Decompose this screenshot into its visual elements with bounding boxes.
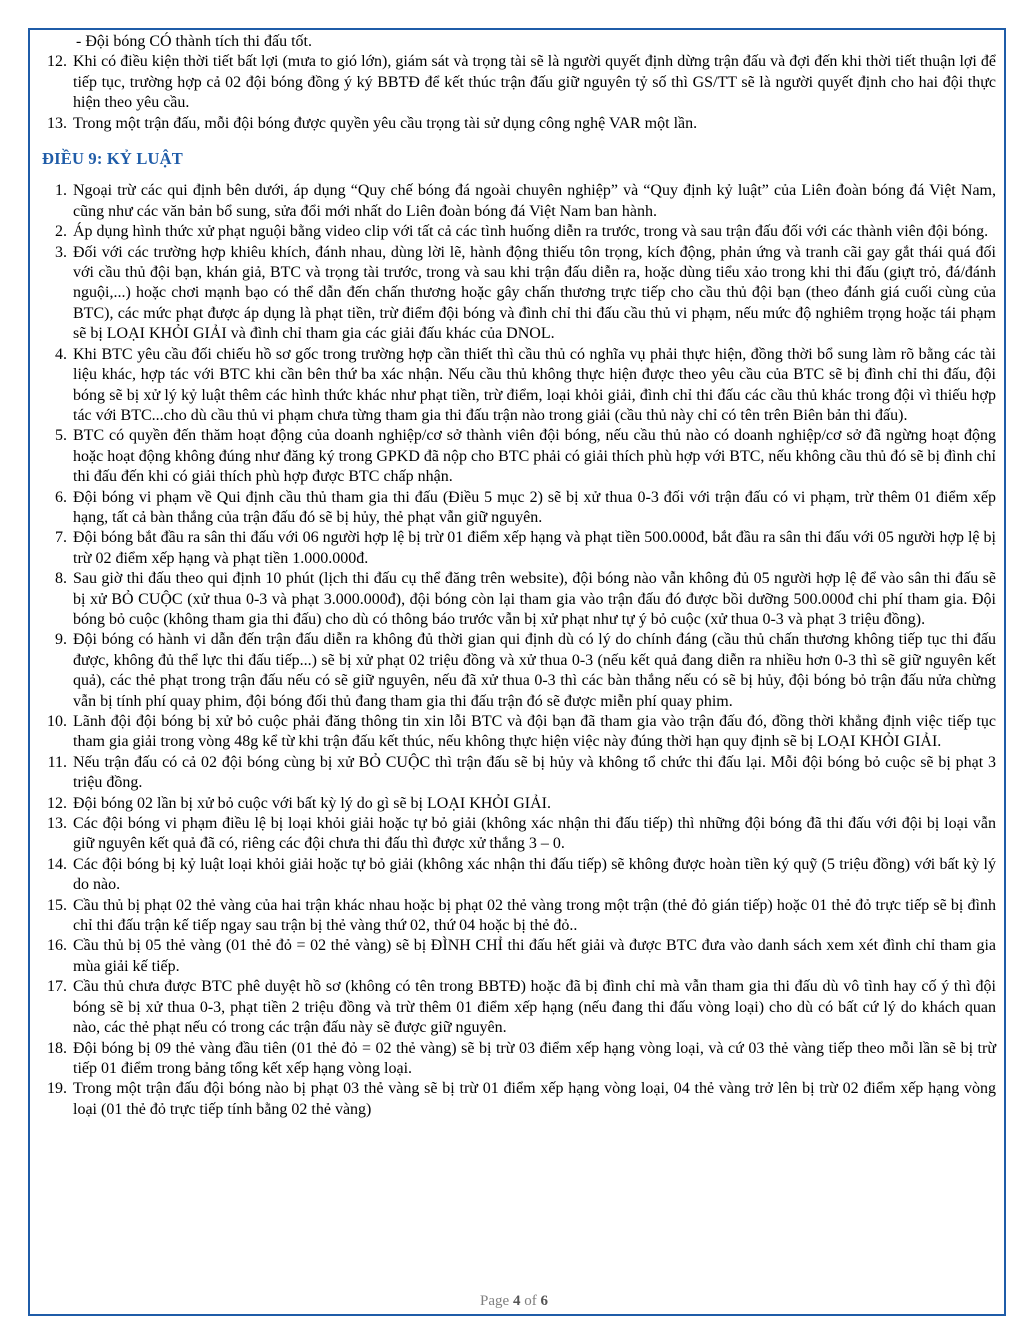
list-item-text: Đội bóng bắt đầu ra sân thi đấu với 06 người hợp lệ bị trừ 01 điểm xếp hạng và phạt tiền 500.000đ, bắt đầu ra sân thi đấu với 05 người hợp lệ bị trừ 02 điểm xếp hạng và phạt tiền 1.000.000đ. — [73, 529, 996, 567]
section-heading: ĐIỀU 9: KỶ LUẬT — [42, 149, 183, 169]
list-item-number: 17. — [47, 978, 67, 996]
list-item-number: 6. — [55, 488, 67, 506]
list-item — [38, 222, 996, 242]
list-item-number: 19. — [47, 1080, 67, 1098]
list-item-text: Nếu trận đấu có cả 02 đội bóng cùng bị xử BỎ CUỘC thì trận đấu sẽ bị hủy và không tổ chức thi đấu lại. Mỗi đội bóng bỏ cuộc sẽ bị phạt 3 triệu đồng. — [73, 753, 996, 792]
list-item-text: BTC có quyền đến thăm hoạt động của doanh nghiệp/cơ sở thành viên đội bóng, nếu cầu thủ nào có doanh nghiệp/cơ sở đã ngừng hoạt động hoặc hoạt động không đúng như đăng ký trong GPKD đã nộp cho BTC phải có giải thích phù hợp với BTC, nếu không cầu thủ đó sẽ bị đình chỉ thi đấu đến khi có giải thích phù hợp được BTC chấp nhận. — [73, 427, 996, 486]
list-item-number: 13. — [47, 114, 67, 132]
pre-item-list — [38, 52, 996, 134]
list-item-text: Đội bóng vi phạm về Qui định cầu thủ tham gia thi đấu (Điều 5 mục 2) sẽ bị xử thua 0-3 đối với trận đấu có vi phạm, trừ thêm 01 điểm xếp hạng, tất cả bàn thắng của trận đấu đó sẽ bị hủy, thẻ phạt vẫn giữ nguyên. — [73, 488, 996, 526]
list-item-text: Ngoại trừ các qui định bên dưới, áp dụng “Quy chế bóng đá ngoài chuyên nghiệp” và “Quy định kỷ luật” của Liên đoàn bóng đá Việt Nam, cũng như các văn bản bổ sung, sửa đổi mới nhất do Liên đoàn bóng đá Việt Nam ban hành. — [73, 182, 996, 220]
list-item-number: 16. — [47, 937, 67, 955]
list-item — [38, 528, 996, 569]
page-footer — [0, 1293, 1028, 1310]
list-item-text: Khi BTC yêu cầu đối chiếu hồ sơ gốc trong trường hợp cần thiết thì cầu thủ có nghĩa vụ phải thực hiện, đồng thời bổ sung làm rõ bằng các tài liệu khác, hợp tác với BTC khi cần bên thứ ba xác nhận. Nếu cầu thủ không thực hiện được theo yêu cầu của BTC sẽ bị đình chỉ thi đấu, đội bóng sẽ bị xử lý kỷ luật thêm các hình thức khác như phạt tiền, trừ điểm, loại khỏi giải, đình chỉ thi đấu các cầu thủ khác trong đội vì thiếu hợp tác với BTC...cho dù cầu thủ vi phạm chưa từng tham gia thi đấu trận nào trong giải (cầu thủ này chỉ có tên trên Biên bản thi đấu). — [73, 345, 996, 424]
list-item — [38, 569, 996, 630]
list-item-number: 5. — [55, 427, 67, 445]
list-item-number: 13. — [47, 815, 67, 833]
list-item — [38, 52, 996, 113]
list-item-number: 10. — [47, 713, 67, 730]
list-item — [38, 243, 996, 345]
list-item-text: Trong một trận đấu đội bóng nào bị phạt 03 thẻ vàng sẽ bị trừ 01 điểm xếp hạng vòng loại, 04 thẻ vàng trở lên bị trừ 02 điểm xếp hạng vòng loại (01 thẻ đỏ trực tiếp tính bằng 02 thẻ vàng) — [73, 1080, 996, 1118]
list-item — [38, 712, 996, 753]
list-item-text: Áp dụng hình thức xử phạt nguội bằng video clip với tất cả các tình huống diễn ra trước, trong và sau trận đấu đối với các thành viên đội bóng. — [73, 223, 989, 241]
list-item-text: Sau giờ thi đấu theo qui định 10 phút (lịch thi đấu cụ thể đăng trên website), đội bóng nào vẫn không đủ 05 người hợp lệ để vào sân thi đấu sẽ bị xử BỎ CUỘC (xử thua 0-3 và phạt 3.000.000đ), đội bóng còn lại tham gia vào trận đấu đó được bồi dưỡng 500.000đ chi phí tham gia. Đội bóng bỏ cuộc (không tham gia thi đấu) cho dù có thông báo trước vẫn bị xử phạt như tự ý bỏ cuộc (xử thua 0-3 và phạt 3 triệu đồng). — [73, 570, 996, 628]
list-item-text: Khi có điều kiện thời tiết bất lợi (mưa to gió lớn), giám sát và trọng tài sẽ là người quyết định dừng trận đấu và đợi đến khi thời tiết thuận lợi để tiếp tục, trường hợp cả 02 đội bóng đồng ý ký BBTĐ để kết thúc trận đấu giữ nguyên tỷ số thì GS/TT sẽ là người quyết định cho hai đội thực hiện theo yêu cầu. — [73, 53, 996, 112]
list-item — [38, 977, 996, 1038]
list-item-number: 14. — [47, 855, 67, 873]
list-item-text: Cầu thủ bị 05 thẻ vàng (01 thẻ đỏ = 02 thẻ vàng) sẽ bị ĐÌNH CHỈ thi đấu hết giải và được BTC đưa vào danh sách xem xét đình chỉ tham gia mùa giải kế tiếp. — [73, 937, 996, 975]
list-item — [38, 855, 996, 896]
list-item-number: 12. — [47, 794, 67, 812]
list-item-text: Cầu thủ chưa được BTC phê duyệt hồ sơ (không có tên trong BBTĐ) hoặc đã bị đình chỉ mà vẫn tham gia thi đấu dù vô tình hay cố ý thì đội bóng sẽ bị xử thua 0-3, phạt tiền 2 triệu đồng và trừ thêm 01 điểm xếp hạng (nếu đang thi đấu vòng loại) cho dù có bất cứ lý do khách quan nào, các thẻ phạt nếu có trong các trận đấu này sẽ được giữ nguyên. — [73, 978, 996, 1037]
list-item — [38, 814, 996, 855]
list-item-number: 4. — [55, 345, 67, 363]
list-item-number: 8. — [55, 570, 67, 588]
list-item — [38, 936, 996, 977]
list-item-text: Đội bóng có hành vi dẫn đến trận đấu diễn ra không đủ thời gian qui định dù có lý do chính đáng (cầu thủ chấn thương không tiếp tục thi đấu được, không đủ thể lực thi đấu tiếp...) sẽ bị xử phạt 02 triệu đồng và xử thua 0-3 (nếu kết quả đang diễn ra nhiều hơn 0-3 thì sẽ giữ nguyên kết quả), các thẻ phạt trong trận đấu nếu có sẽ giữ nguyên, nếu đã xử thua 0-3 thì các bàn thắng nếu có sẽ bị hủy, đội bóng bỏ trận đấu nửa chừng vẫn bị tính phí quay phim, đội bóng đối thủ đang tham gia thi đấu trận đó sẽ được miễn phí quay phim. — [73, 631, 996, 710]
list-item — [38, 753, 996, 794]
list-item-number: 7. — [55, 529, 67, 547]
list-item-number: 18. — [47, 1039, 67, 1057]
document-body — [38, 32, 996, 1120]
list-item-text: Đối với các trường hợp khiêu khích, đánh nhau, dùng lời lẽ, hành động thiếu tôn trọng, kích động, phản ứng và tranh cãi gay gắt thái quá đối với cầu thủ đội bạn, khán giả, BTC và trọng tài trước, trong và sau khi trận đấu diễn ra, hoặc dùng tiểu xảo trong khi thi đấu (giựt trỏ, đá/đánh nguội,...) hoặc chơi mạnh bạo có thể dẫn đến chấn thương hoặc gây chấn thương trực tiếp cho cầu thủ đội bạn (theo đánh giá cuối cùng của BTC), các mức phạt được áp dụng là phạt tiền, trừ điểm đội bóng và đình chỉ thi đấu cầu thủ vi phạm, nếu mức độ nghiêm trọng hoặc tái phạm sẽ bị LOẠI KHỎI GIẢI và đình chỉ tham gia các giải đấu khác của DNOL. — [73, 243, 996, 343]
list-item-text: Trong một trận đấu, mỗi đội bóng được quyền yêu cầu trọng tài sử dụng công nghệ VAR một lần. — [73, 114, 698, 132]
footer-current-page: 4 — [512, 1293, 521, 1309]
list-item — [38, 896, 996, 937]
list-item — [38, 181, 996, 222]
list-item-number: 12. — [47, 53, 67, 71]
discipline-item-list — [38, 181, 996, 1120]
list-item-text: Các đội bóng vi phạm điều lệ bị loại khỏi giải hoặc tự bỏ giải (không xác nhận thi đấu tiếp) thì những đội bóng đã thi đấu với đội bị loại vẫn giữ nguyên kết quả đã có, riêng các đội chưa thi đấu thì được xử thắng 3 – 0. — [73, 815, 996, 853]
list-item — [38, 1039, 996, 1080]
list-item — [38, 630, 996, 712]
list-item — [38, 114, 996, 134]
list-item-number: 2. — [55, 223, 67, 241]
list-item-number: 9. — [55, 631, 67, 649]
list-item-number: 15. — [47, 896, 67, 914]
list-item — [38, 488, 996, 529]
list-item-number: 1. — [55, 182, 67, 200]
footer-prefix: Page — [480, 1293, 513, 1309]
footer-total-pages: 6 — [540, 1293, 548, 1309]
list-item — [38, 1079, 996, 1120]
list-item — [38, 426, 996, 487]
list-item-text: Đội bóng 02 lần bị xử bỏ cuộc với bất kỳ lý do gì sẽ bị LOẠI KHỎI GIẢI. — [73, 794, 551, 812]
list-item — [38, 345, 996, 427]
footer-middle: of — [520, 1293, 541, 1309]
list-item — [38, 794, 996, 814]
list-item-number: 11. — [47, 753, 67, 771]
list-item-text: Đội bóng bị 09 thẻ vàng đầu tiên (01 thẻ đỏ = 02 thẻ vàng) sẽ bị trừ 03 điểm xếp hạng vòng loại, và cứ 03 thẻ vàng tiếp theo mỗi lần sẽ bị trừ tiếp 01 điểm trong bảng tổng kết xếp hạng vòng loại. — [73, 1039, 996, 1077]
list-item-text: Các đội bóng bị kỷ luật loại khỏi giải hoặc tự bỏ giải (không xác nhận thi đấu tiếp) sẽ không được hoàn tiền ký quỹ (5 triệu đồng) với bất kỳ lý do nào. — [73, 855, 996, 894]
list-item-text: Cầu thủ bị phạt 02 thẻ vàng của hai trận khác nhau hoặc bị phạt 02 thẻ vàng trong một trận (thẻ đỏ gián tiếp) hoặc 01 thẻ đỏ trực tiếp sẽ bị đình chỉ thi đấu trận kế tiếp ngay sau trận bị thẻ vàng thứ 02, thứ 04 hoặc bị thẻ đỏ.. — [73, 896, 996, 935]
list-item-number: 3. — [55, 243, 67, 261]
intro-line: - Đội bóng CÓ thành tích thi đấu tốt. — [76, 33, 312, 50]
list-item-text: Lãnh đội đội bóng bị xử bỏ cuộc phải đăng thông tin xin lỗi BTC và đội bạn đã tham gia vào trận đấu đó, đồng thời khẳng định việc tiếp tục tham gia giải trong vòng 48g kể từ khi trận đấu kết thúc, nếu không thực hiện việc này đúng thời hạn quy định sẽ bị LOẠI KHỎI GIẢI. — [73, 713, 996, 751]
